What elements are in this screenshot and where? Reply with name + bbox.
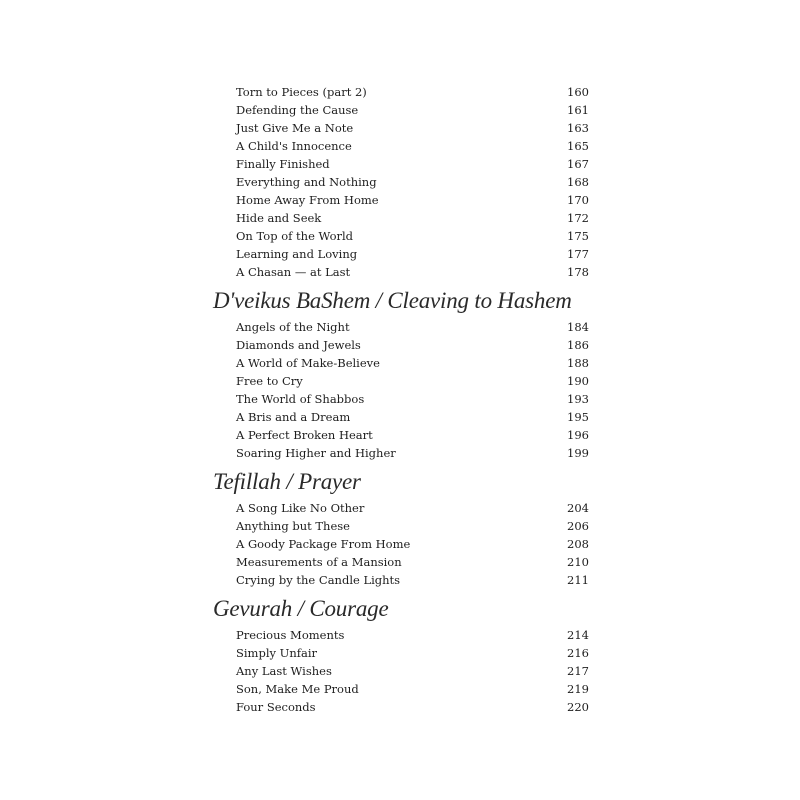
entry-title: Simply Unfair xyxy=(236,646,318,660)
entry-page-number: 178 xyxy=(567,265,589,279)
entry-title: Torn to Pieces (part 2) xyxy=(236,85,367,99)
entry-page-number: 167 xyxy=(567,157,589,171)
entry-page-number: 196 xyxy=(567,428,589,442)
entry-page-number: 217 xyxy=(567,664,589,678)
toc-entry xyxy=(213,245,589,263)
table-of-contents xyxy=(213,83,589,716)
entry-page-number: 220 xyxy=(567,700,589,714)
entry-page-number: 175 xyxy=(567,229,589,243)
toc-entry xyxy=(213,227,589,245)
entry-page-number: 206 xyxy=(567,519,589,533)
entry-page-number: 219 xyxy=(567,682,589,696)
toc-entry xyxy=(213,336,589,354)
entry-title: Diamonds and Jewels xyxy=(236,338,361,352)
entry-page-number: 188 xyxy=(567,356,589,370)
toc-entry xyxy=(213,571,589,589)
toc-entry xyxy=(213,173,589,191)
entry-page-number: 186 xyxy=(567,338,589,352)
entry-title: Crying by the Candle Lights xyxy=(236,573,401,587)
entry-page-number: 195 xyxy=(567,410,589,424)
toc-entry xyxy=(213,553,589,571)
toc-entry xyxy=(213,408,589,426)
entry-page-number: 204 xyxy=(567,501,589,515)
entry-title: A Chasan — at Last xyxy=(236,265,351,279)
entry-title: Four Seconds xyxy=(236,700,316,714)
entry-title: A World of Make-Believe xyxy=(236,356,380,370)
entry-title: A Song Like No Other xyxy=(236,501,365,515)
toc-entry xyxy=(213,209,589,227)
entry-title: Hide and Seek xyxy=(236,211,322,225)
entry-title: Just Give Me a Note xyxy=(236,121,354,135)
toc-entry xyxy=(213,390,589,408)
toc-entry xyxy=(213,155,589,173)
toc-entry xyxy=(213,680,589,698)
entry-title: On Top of the World xyxy=(236,229,354,243)
toc-entry xyxy=(213,517,589,535)
toc-entry xyxy=(213,535,589,553)
entry-title: Free to Cry xyxy=(236,374,303,388)
entry-page-number: 177 xyxy=(567,247,589,261)
entry-title: Soaring Higher and Higher xyxy=(236,446,396,460)
toc-entry xyxy=(213,626,589,644)
entry-title: A Child's Innocence xyxy=(236,139,352,153)
entry-page-number: 214 xyxy=(567,628,589,642)
entry-page-number: 216 xyxy=(567,646,589,660)
entry-page-number: 193 xyxy=(567,392,589,406)
entry-title: Learning and Loving xyxy=(236,247,358,261)
entry-title: Home Away From Home xyxy=(236,193,379,207)
entry-title: The World of Shabbos xyxy=(236,392,365,406)
toc-entry xyxy=(213,101,589,119)
toc-entry xyxy=(213,444,589,462)
entry-page-number: 170 xyxy=(567,193,589,207)
toc-entry xyxy=(213,499,589,517)
toc-entry xyxy=(213,137,589,155)
toc-entry xyxy=(213,318,589,336)
section-heading: D'veikus BaShem / Cleaving to Hashem xyxy=(213,288,572,313)
toc-entry xyxy=(213,263,589,281)
entry-title: A Goody Package From Home xyxy=(236,537,411,551)
entry-title: Son, Make Me Proud xyxy=(236,682,359,696)
toc-entry xyxy=(213,354,589,372)
entry-page-number: 210 xyxy=(567,555,589,569)
toc-entry xyxy=(213,119,589,137)
entry-page-number: 160 xyxy=(567,85,589,99)
entry-title: Anything but These xyxy=(236,519,350,533)
section-heading: Gevurah / Courage xyxy=(213,596,389,621)
entry-page-number: 172 xyxy=(567,211,589,225)
toc-entry xyxy=(213,83,589,101)
toc-entry xyxy=(213,698,589,716)
entry-title: Finally Finished xyxy=(236,157,330,171)
entry-title: Defending the Cause xyxy=(236,103,359,117)
entry-title: Angels of the Night xyxy=(236,320,350,334)
entry-title: Everything and Nothing xyxy=(236,175,377,189)
entry-page-number: 168 xyxy=(567,175,589,189)
entry-title: Measurements of a Mansion xyxy=(236,555,402,569)
entry-page-number: 161 xyxy=(567,103,589,117)
entry-page-number: 211 xyxy=(567,573,589,587)
entry-title: Any Last Wishes xyxy=(236,664,332,678)
entry-page-number: 208 xyxy=(567,537,589,551)
entry-page-number: 163 xyxy=(567,121,589,135)
entry-page-number: 165 xyxy=(567,139,589,153)
entry-page-number: 190 xyxy=(567,374,589,388)
toc-entry xyxy=(213,662,589,680)
section-heading: Tefillah / Prayer xyxy=(213,469,361,494)
entry-page-number: 199 xyxy=(567,446,589,460)
entry-title: Precious Moments xyxy=(236,628,345,642)
toc-entry xyxy=(213,644,589,662)
entry-title: A Perfect Broken Heart xyxy=(236,428,373,442)
toc-entry xyxy=(213,372,589,390)
toc-entry xyxy=(213,426,589,444)
entry-page-number: 184 xyxy=(567,320,589,334)
entry-title: A Bris and a Dream xyxy=(236,410,351,424)
toc-entry xyxy=(213,191,589,209)
